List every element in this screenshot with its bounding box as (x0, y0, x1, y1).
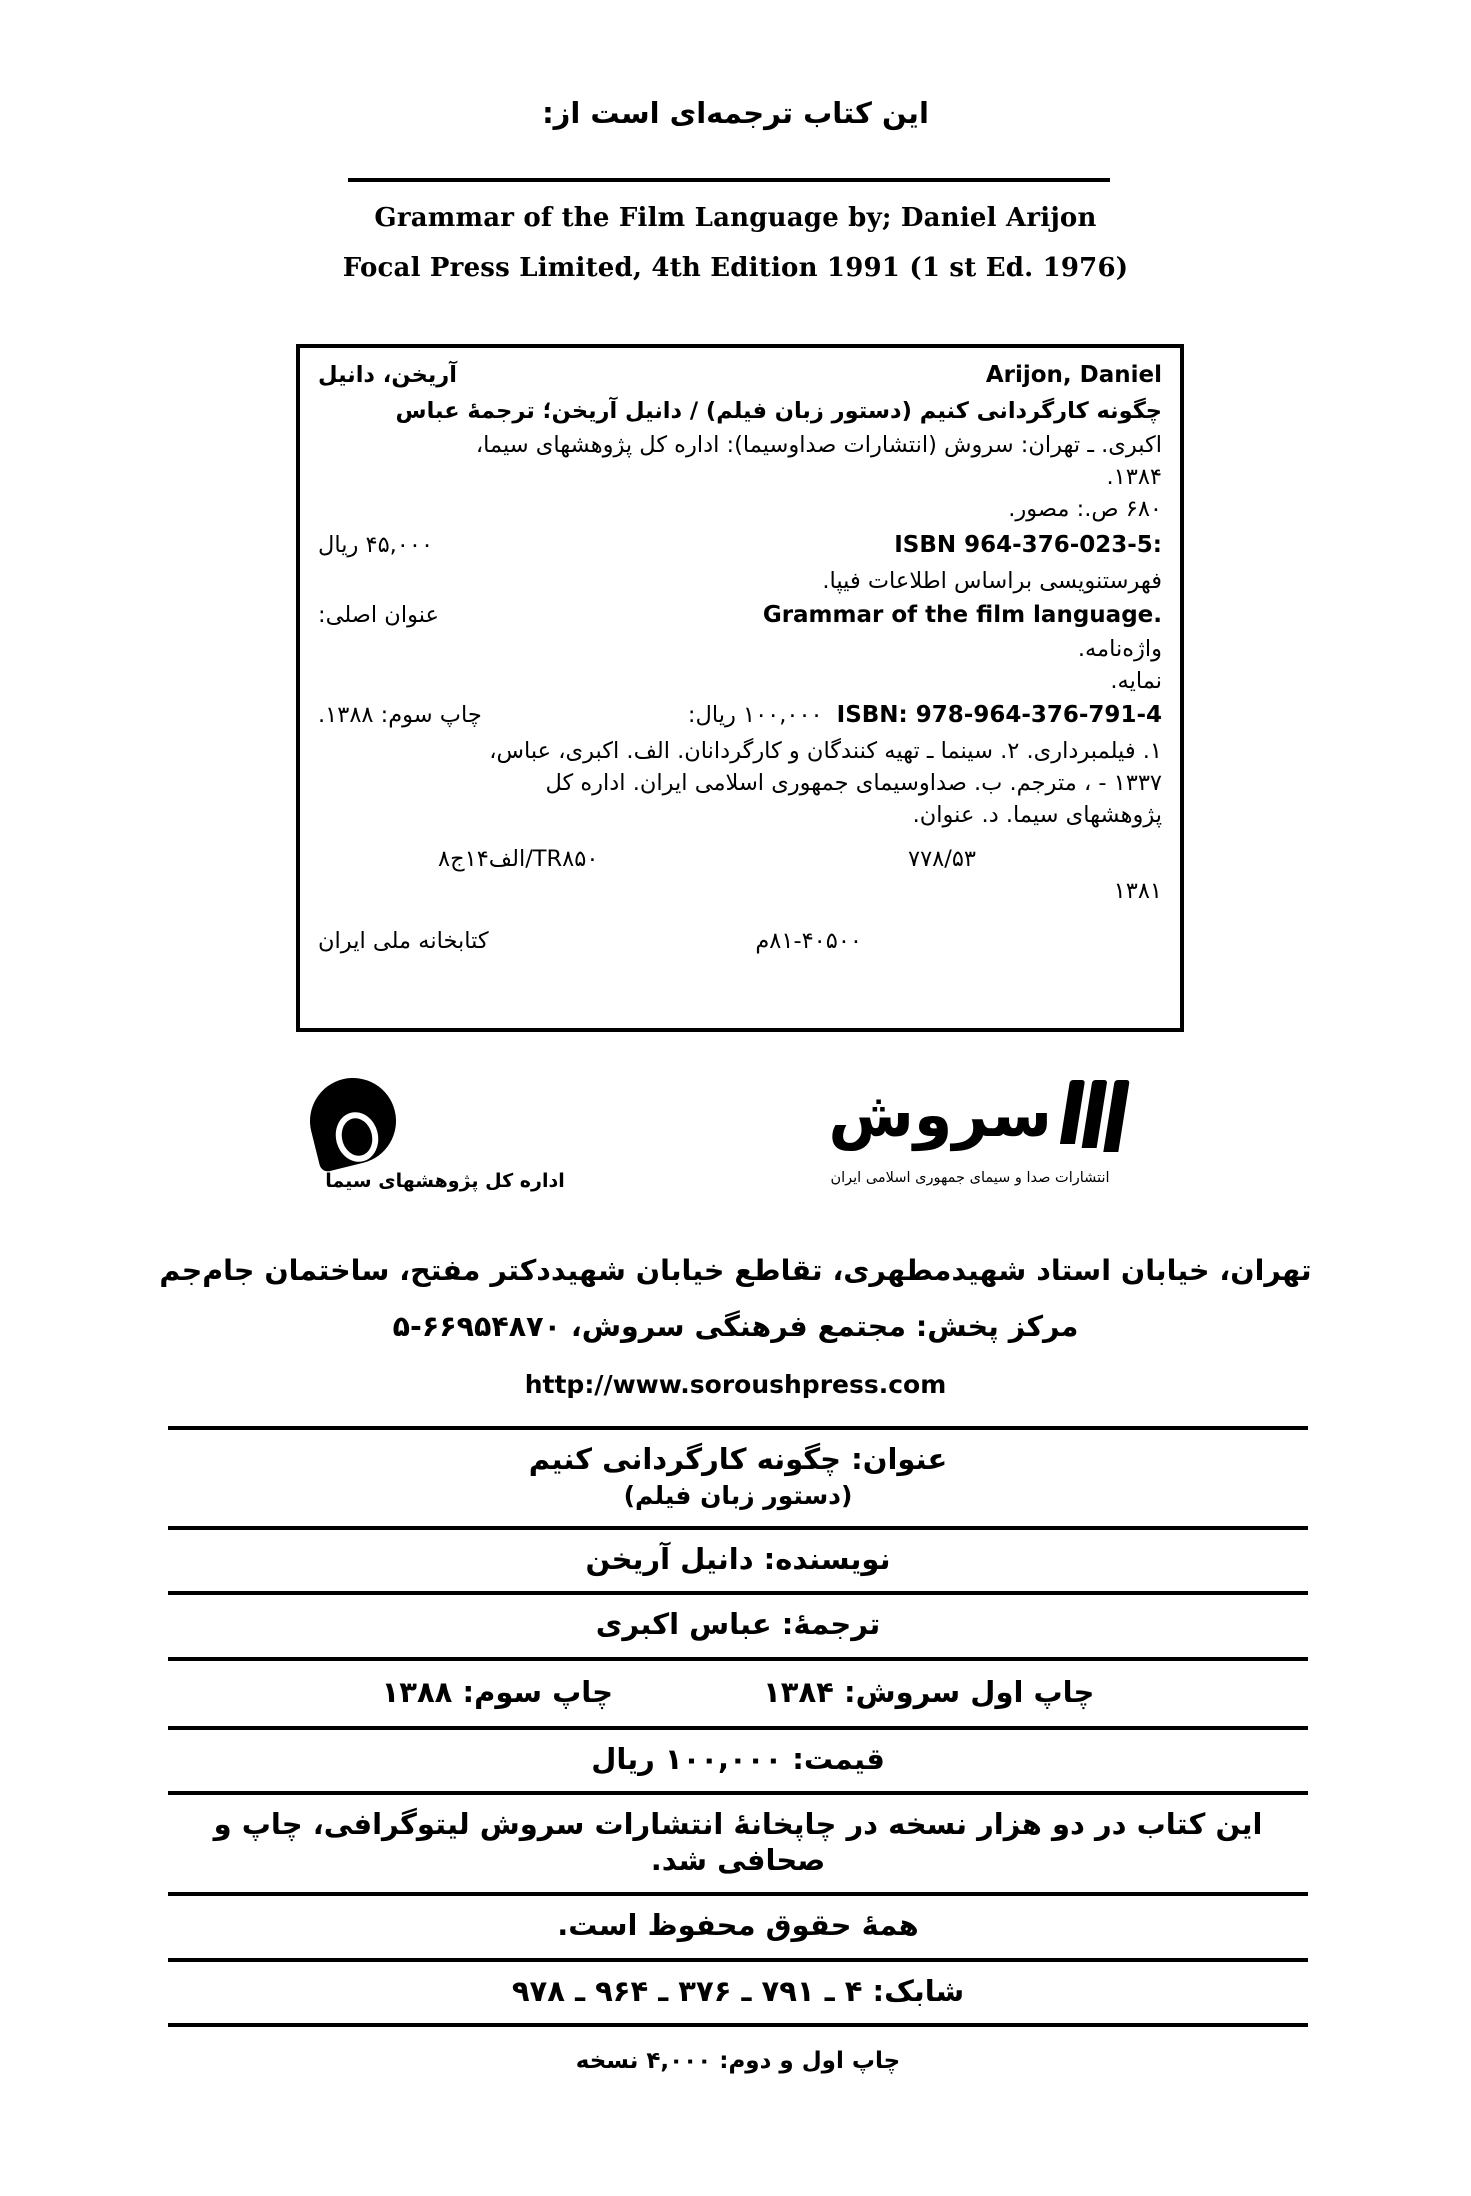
cip-classification-row (318, 848, 1162, 871)
publisher-address-line-1: تهران، خیابان استاد شهیدمطهری، تقاطع خیابان شهیددکتر مفتح، ساختمان جام‌جم (159, 1254, 1312, 1287)
cip-national-library: کتابخانه ملی ایران (318, 928, 489, 954)
cip-subjects-line-2: ۱۳۳۷ - ، مترجم. ب. صداوسیمای جمهوری اسلامی ایران. اداره کل (545, 770, 1162, 796)
cip-subjects-line-1: ۱. فیلمبرداری. ۲. سینما ـ تهیه کنندگان و کارگردانان. الف. اکبری، عباس، (489, 738, 1162, 764)
publisher-website-url[interactable]: http://www.soroushpress.com (524, 1370, 947, 1399)
sima-crescent-icon (310, 1078, 396, 1164)
sima-research-logo (300, 1078, 600, 1208)
soroush-bars-icon (1046, 1080, 1124, 1152)
cip-glossary: واژه‌نامه. (1077, 636, 1162, 662)
colophon-author-row (168, 1530, 1308, 1591)
colophon-printing-note-row (168, 1795, 1308, 1892)
cip-original-title-value: Grammar of the film language. (762, 602, 1162, 628)
cip-record-year: ۱۳۸۱ (1113, 878, 1162, 904)
colophon-third-edition: چاپ سوم: ۱۳۸۸ (381, 1674, 614, 1709)
soroush-logo-caption: انتشارات صدا و سیمای جمهوری اسلامی ایران (830, 1170, 1110, 1186)
cip-isbn-2-row (318, 704, 1162, 727)
colophon-author: نویسنده: دانیل آریخن (585, 1541, 891, 1576)
original-publisher-line: Focal Press Limited, 4th Edition 1991 (1 st Ed. 1976) (342, 253, 1129, 283)
cip-isbn-1-price: ۴۵,۰۰۰ ریال (318, 532, 434, 558)
cip-extent: ۶۸۰ ص.: مصور. (1008, 496, 1162, 522)
cip-dewey: ۷۷۸/۵۳ (907, 846, 976, 872)
colophon-title-row (168, 1430, 1308, 1526)
colophon-translator: ترجمهٔ: عباس اکبری (595, 1607, 881, 1642)
soroush-logo (820, 1078, 1130, 1198)
colophon-print-run: چاپ اول و دوم: ۴,۰۰۰ نسخه (575, 2047, 901, 2074)
colophon-table (168, 1426, 1308, 2089)
cip-title-statement: چگونه کارگردانی کنیم (دستور زبان فیلم) / دانیل آریخن؛ ترجمهٔ عباس (395, 398, 1162, 424)
colophon-printing-note: این کتاب در دو هزار نسخه در چاپخانهٔ انتشارات سروش لیتوگرافی، چاپ و صحافی شد. (213, 1807, 1263, 1877)
cip-record-number: ۸۱-۴۰۵۰۰م (755, 928, 862, 954)
cip-index: نمایه. (1110, 668, 1162, 694)
colophon-isbn: شابک: ۴ ـ ۷۹۱ ـ ۳۷۶ ـ ۹۶۴ ـ ۹۷۸ (511, 1973, 965, 2008)
colophon-editions-row (168, 1661, 1308, 1726)
cip-note: فهرستنویسی براساس اطلاعات فیپا. (822, 568, 1162, 594)
sima-logo-caption: اداره کل پژوهشهای سیما (325, 1170, 565, 1192)
cip-subjects-line-3: پژوهشهای سیما. د. عنوان. (912, 802, 1162, 828)
cip-author-row (318, 364, 1162, 387)
cip-isbn-2: ISBN: 978-964-376-791-4 (836, 702, 1162, 728)
cip-isbn-1: ISBN 964-376-023-5: (894, 532, 1162, 558)
cip-year: ۱۳۸۴. (1106, 464, 1162, 490)
colophon-title-subtitle: (دستور زبان فیلم) (623, 1481, 853, 1511)
translated-from-label: این کتاب ترجمه‌ای است از: (542, 96, 929, 130)
colophon-translator-row (168, 1595, 1308, 1656)
cip-record-box (296, 344, 1184, 1032)
cip-imprint-statement: اکبری. ـ تهران: سروش (انتشارات صداوسیما): اداره کل پژوهشهای سیما، (475, 432, 1162, 458)
colophon-title: عنوان: چگونه کارگردانی کنیم (528, 1442, 948, 1476)
cip-author-latin: Arijon, Daniel (985, 362, 1162, 388)
top-divider (348, 178, 1110, 182)
cip-isbn-2-price: ۱۰۰,۰۰۰ ریال: (687, 702, 823, 728)
cip-author-persian: آریخن، دانیل (318, 362, 457, 388)
cip-call-number: TR۸۵۰/الف۱۴ج۸ (438, 846, 599, 872)
cip-isbn-1-row (318, 534, 1162, 557)
colophon-rights: همهٔ حقوق محفوظ است. (557, 1908, 919, 1943)
original-title-line: Grammar of the Film Language by; Daniel Arijon (374, 203, 1097, 233)
colophon-first-edition: چاپ اول سروش: ۱۳۸۴ (763, 1674, 1095, 1709)
colophon-price-row (168, 1730, 1308, 1791)
colophon-rights-row (168, 1896, 1308, 1957)
cip-national-library-row (318, 930, 1162, 953)
cip-original-title-label: عنوان اصلی: (318, 602, 439, 628)
soroush-wordmark: سروش (828, 1078, 1052, 1151)
colophon-print-run-row (168, 2027, 1308, 2089)
colophon-price: قیمت: ۱۰۰,۰۰۰ ریال (591, 1742, 885, 1776)
cip-original-title-row (318, 604, 1162, 627)
cip-printing-label: چاپ سوم: ۱۳۸۸. (318, 702, 482, 728)
publisher-distribution-line: مرکز پخش: مجتمع فرهنگی سروش، ۶۶۹۵۴۸۷۰-۵ (392, 1310, 1079, 1343)
colophon-isbn-row (168, 1962, 1308, 2023)
publisher-logos (0, 1078, 1471, 1218)
